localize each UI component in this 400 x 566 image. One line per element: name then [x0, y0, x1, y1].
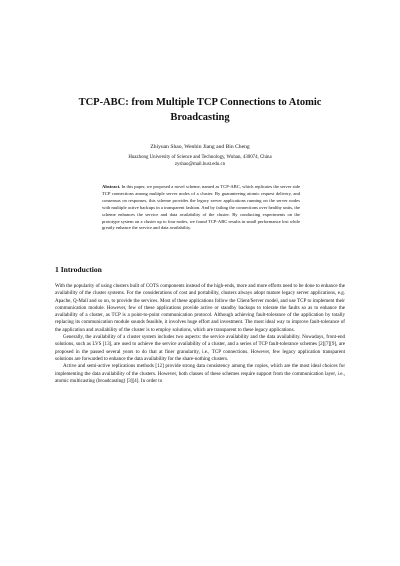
paper-title — [60, 95, 340, 125]
abstract-label: Abstract. — [102, 184, 121, 189]
body-paragraph-3: Active and semi-active replications methods [12] provide strong data consistency among the copies, which are the most ideal choices for implementing the data availability of the clusters. However, both classes of these schemes require support from the communication layer, i.e., atomic multicasting (broadcasting) [3][4]. In order to — [55, 363, 345, 384]
section-heading-introduction: 1 Introduction — [55, 265, 102, 274]
paper-title-line-1: TCP-ABC: from Multiple TCP Connections to Atomic — [78, 97, 322, 108]
body-paragraph-1: With the popularity of using clusters built of COTS components instead of the high-ends, more and more efforts need to be done to enhance the availability of the cluster systems. For the considerations of cost and portability, clusters always adopt mature legacy server applications, e.g. Apache, Q-Mail and so on, to provide the services. Most of these applications follow the Client/Server model, and use TCP to implement their communication module. However, few of these applications provide active or standby backups to tolerate the faults so as to enhance the availability of a cluster, as TCP is a point-to-point communication protocol. Although achieving fault-tolerance of the application by totally replacing its communication module sounds feasible, it involves huge effort and investment. The most ideal way to improve fault-tolerance of the application and availability of the cluster is to employ solutions, which are transparent to these legacy applications. — [55, 283, 345, 333]
author-list: Zhiyuan Shao, Wenbin Jiang and Bin Cheng — [150, 144, 250, 150]
body-paragraph-2: Generally, the availability of a cluster system includes two aspects: the service availability and the data availability. Nowadays, front-end solutions, such as LVS [13], are used to achieve the service availability of a cluster, and a series of TCP fault-tolerance schemes [2][7][9], are proposed in the passed several years to do that at finer granularity, i.e., TCP connections. However, few legacy application transparent solutions are forwarded to enhance the data availability for the share-nothing clusters. — [55, 334, 345, 362]
abstract — [102, 184, 300, 232]
affiliation-block — [60, 155, 340, 168]
author-email: zyshao@mail.hust.edu.cn — [174, 161, 226, 167]
paper-title-line-2: Broadcasting — [170, 112, 230, 123]
introduction-body — [55, 283, 345, 385]
abstract-text: In this paper, we proposed a novel scheme, named as TCP-ABC, which replicates the server side TCP connections among multiple server nodes of a cluster. By guaranteeing atomic request delivery, and consensus on responses, this scheme provides the legacy server applications running on the server nodes with multiple active backups in a transparent fashion. And by failing the connections over healthy units, the scheme enhances the service and data availability of the cluster. By conducting experiments on the prototype system on a cluster up to four nodes, we found TCP-ABC results in small performance lost while greatly enhance the service and data availability. — [102, 184, 300, 231]
affiliation: Huazhong University of Science and Technology, Wuhan, 430074, China — [128, 155, 272, 160]
